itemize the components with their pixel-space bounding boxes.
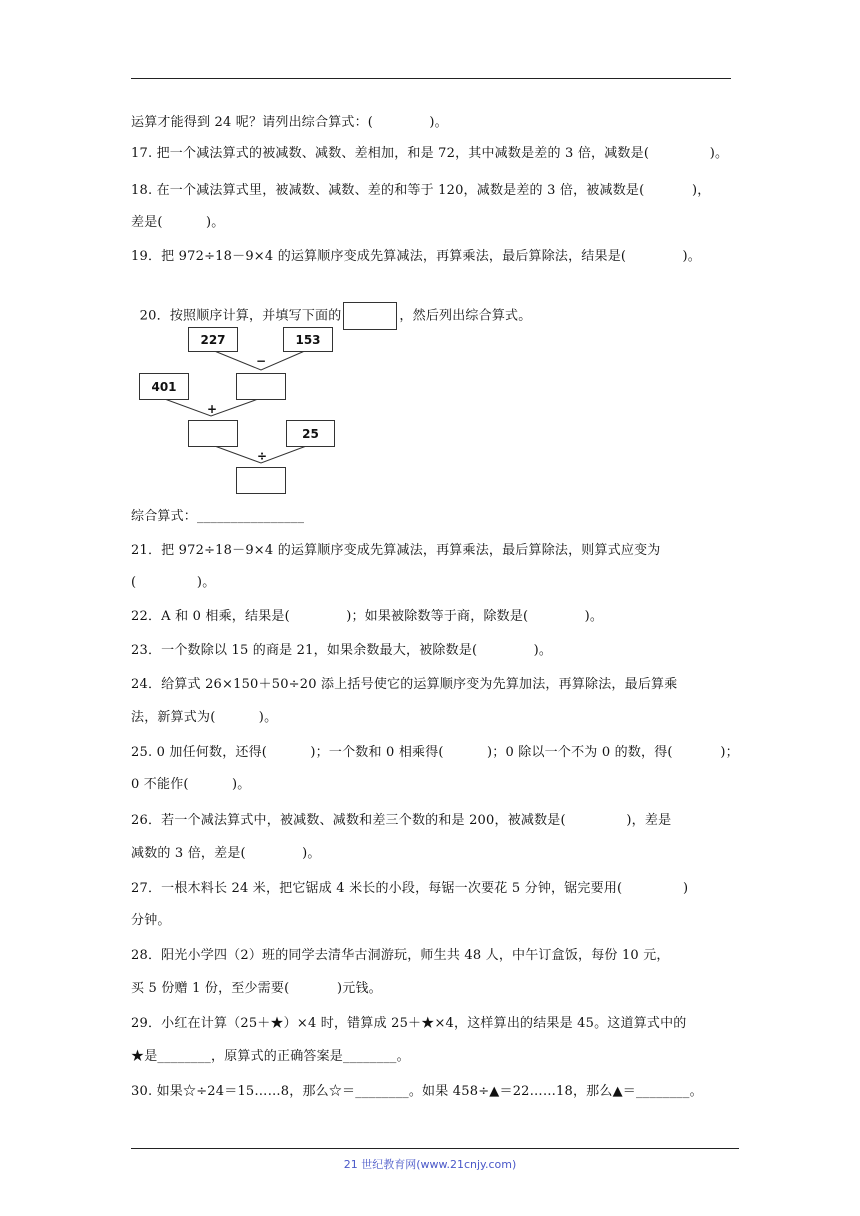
plus-operator: +	[207, 402, 218, 416]
minus-operator: −	[256, 354, 267, 368]
number-box-153: 153	[283, 327, 333, 352]
footer-source: 21 世纪教育网(www.21cnjy.com)	[343, 1158, 517, 1171]
question-18: 18. 在一个减法算式里，被减数、减数、差的和等于 120，减数是差的 3 倍，被减数是( )，	[131, 183, 711, 198]
question-24-continued: 法，新算式为( )。	[131, 710, 278, 725]
header-rule	[131, 78, 731, 79]
divide-operator: ÷	[257, 449, 268, 463]
question-27-continued: 分钟。	[131, 913, 171, 928]
footer-rule	[131, 1148, 739, 1149]
question-29: 29．小红在计算（25＋★）×4 时，错算成 25＋★×4，这样算出的结果是 45。这道算式中的	[131, 1016, 687, 1031]
question-21-continued: ( )。	[131, 575, 216, 590]
question-30: 30. 如果☆÷24＝15……8，那么☆＝________。如果 458÷▲＝22……18，那么▲＝________。	[131, 1084, 703, 1099]
question-29-continued: ★是________，原算式的正确答案是________。	[131, 1049, 410, 1064]
question-26-continued: 减数的 3 倍，差是( )。	[131, 846, 321, 861]
question-28-continued: 买 5 份赠 1 份，至少需要( )元钱。	[131, 981, 382, 996]
question-24: 24．给算式 26×150＋50÷20 添上括号使它的运算顺序变为先算加法，再算除法，最后算乘	[131, 677, 678, 692]
result-box-division	[236, 467, 286, 494]
question-16-continued: 运算才能得到 24 呢？请列出综合算式：( )。	[131, 115, 448, 130]
number-box-227: 227	[188, 327, 238, 352]
question-28: 28．阳光小学四（2）班的同学去清华古洞游玩，师生共 48 人，中午订盒饭，每份 10 元，	[131, 948, 670, 963]
question-17: 17. 把一个减法算式的被减数、减数、差相加，和是 72，其中减数是差的 3 倍，减数是( )。	[131, 146, 729, 161]
question-22: 22．A 和 0 相乘，结果是( )；如果被除数等于商，除数是( )。	[131, 609, 604, 624]
question-23: 23．一个数除以 15 的商是 21，如果余数最大，被除数是( )。	[131, 643, 553, 658]
result-box-addition	[188, 420, 238, 447]
question-20-answer: 综合算式：________________	[131, 509, 305, 524]
question-19: 19．把 972÷18－9×4 的运算顺序变成先算减法，再算乘法，最后算除法，结果是( )。	[131, 249, 701, 264]
question-18-continued: 差是( )。	[131, 215, 225, 230]
number-box-401: 401	[139, 373, 189, 400]
question-21: 21．把 972÷18－9×4 的运算顺序变成先算减法，再算乘法，最后算除法，则算式应变为	[131, 543, 661, 558]
number-box-25: 25	[286, 420, 335, 447]
question-20-text-after: ，然后列出综合算式。	[399, 308, 532, 324]
result-box-subtraction	[236, 373, 286, 400]
question-25: 25. 0 加任何数，还得( )；一个数和 0 相乘得( )；0 除以一个不为 0 的数，得( )；	[131, 745, 739, 760]
question-25-continued: 0 不能作( )。	[131, 777, 251, 792]
flow-diagram	[131, 322, 361, 497]
question-27: 27．一根木料长 24 米，把它锯成 4 米长的小段，每锯一次要花 5 分钟，锯完要用( )	[131, 881, 689, 896]
question-26: 26．若一个减法算式中，被减数、减数和差三个数的和是 200，被减数是( )，差是	[131, 813, 672, 828]
question-20-text-before: 20．按照顺序计算，并填写下面的	[139, 308, 342, 324]
